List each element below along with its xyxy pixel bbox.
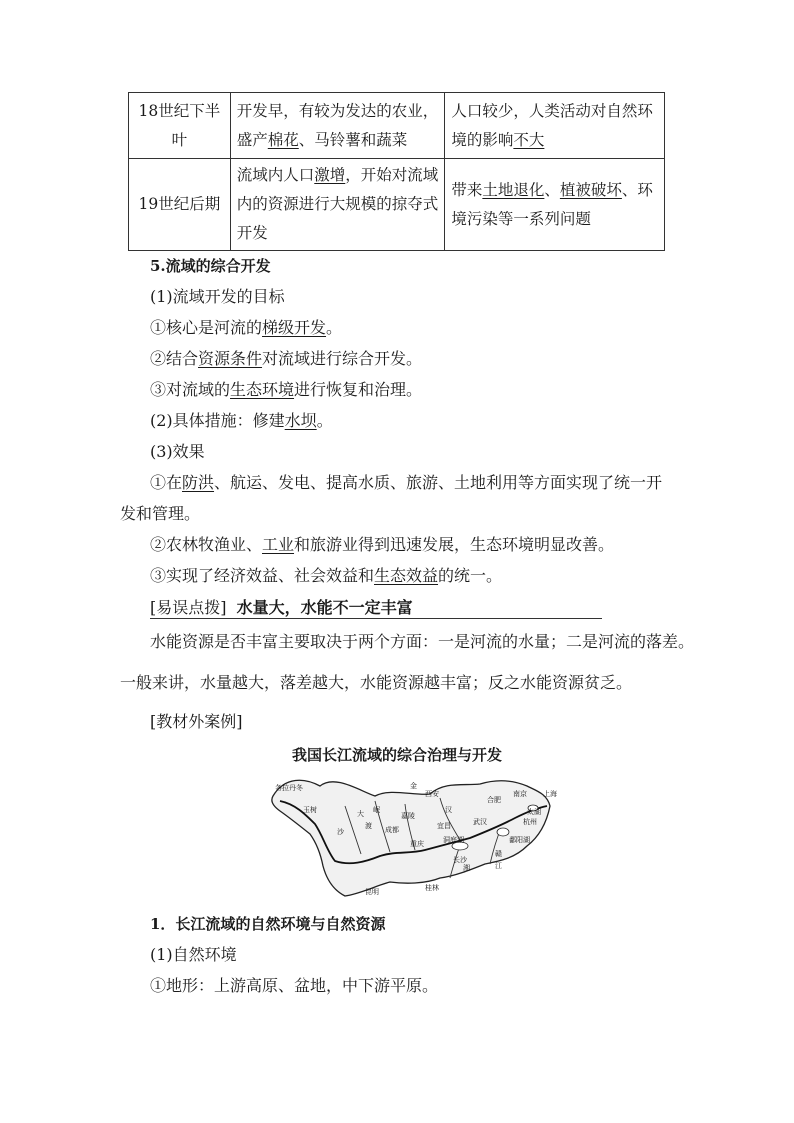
table-row — [129, 159, 665, 251]
map-label: 赣 — [495, 850, 502, 858]
effect-item — [150, 566, 502, 586]
map-label: 太湖 — [527, 808, 541, 816]
development-cell — [230, 93, 445, 159]
map-label: 湘 — [463, 864, 470, 872]
map-label: 洞庭湖 — [443, 836, 464, 844]
case-label: [教材外案例] — [150, 712, 243, 731]
table-row — [129, 93, 665, 159]
map-label: 上海 — [543, 790, 557, 798]
goal-item — [150, 380, 422, 400]
text-run: 、环境污染等一系列问题 — [451, 180, 653, 228]
tip-heading — [150, 598, 602, 619]
underlined-term: 棉花 — [267, 130, 299, 149]
measure-item — [150, 411, 333, 431]
subsection-title: (1)流域开发的目标 — [150, 287, 285, 306]
map-label: 杭州 — [523, 818, 537, 826]
tip-title: 水量大，水能不一定丰富 — [236, 598, 413, 617]
impact-cell — [445, 159, 665, 251]
underlined-term: 土地退化 — [482, 180, 545, 199]
text-run: ，开始对流域内的资源进行大规模的掠夺式开发 — [236, 166, 439, 242]
map-label: 桂林 — [425, 884, 439, 892]
period-cell: 19世纪后期 — [129, 159, 231, 251]
tip-paragraph-continued: 一般来讲，水量越大，落差越大，水能资源越丰富；反之水能资源贫乏。 — [120, 673, 633, 692]
map-label: 鄱阳湖 — [509, 836, 530, 844]
text-run: 和旅游业得到迅速发展，生态环境明显改善。 — [294, 535, 615, 554]
underlined-term: 资源条件 — [198, 349, 263, 368]
map-label: 长沙 — [453, 856, 467, 864]
subsection-title: (1)自然环境 — [150, 945, 237, 964]
map-label: 武汉 — [473, 818, 487, 826]
text-run: ①在 — [150, 473, 183, 492]
lake-poyang — [497, 828, 509, 836]
text-run: 的统一。 — [438, 566, 503, 585]
underlined-term: 生态效益 — [374, 566, 439, 585]
terrain-item: ①地形：上游高原、盆地，中下游平原。 — [150, 976, 439, 995]
goal-item — [150, 318, 342, 338]
section-heading: 5.流域的综合开发 — [150, 257, 271, 275]
text-run: 、 — [544, 180, 560, 199]
map-label: 成都 — [385, 826, 399, 834]
tip-paragraph: 水能资源是否丰富主要取决于两个方面：一是河流的水量；二是河流的落差。 — [150, 632, 695, 651]
text-run: 带来 — [451, 180, 483, 199]
text-run: 人口较少，人类活动对自然环境的影响 — [451, 101, 653, 149]
map-label: 重庆 — [410, 840, 424, 848]
history-table — [128, 92, 665, 251]
subsection-title: (3)效果 — [150, 442, 205, 461]
underlined-term: 工业 — [262, 535, 295, 554]
yangtze-basin-map — [265, 766, 565, 901]
tip-label: [易误点拨] — [150, 598, 227, 617]
text-run: 进行恢复和治理。 — [294, 380, 423, 399]
map-label: 江 — [495, 862, 502, 870]
map-label: 嘉陵 — [401, 812, 415, 820]
text-run: ③对流域的 — [150, 380, 231, 399]
map-label: 渡 — [365, 822, 372, 830]
map-label: 沙 — [337, 828, 344, 836]
underlined-term: 生态环境 — [230, 380, 295, 399]
underlined-term: 植被破坏 — [559, 180, 622, 199]
effect-item-continued: 发和管理。 — [120, 504, 201, 523]
map-label: 岷 — [373, 806, 380, 814]
text-run: 。 — [316, 411, 333, 430]
map-label: 金 — [410, 782, 417, 790]
map-label: 南京 — [513, 790, 527, 798]
underlined-term: 不大 — [513, 130, 545, 149]
text-run: ②结合 — [150, 349, 199, 368]
map-label: 宜昌 — [437, 822, 451, 830]
period-cell: 18世纪下半叶 — [129, 93, 231, 159]
underlined-term: 防洪 — [182, 473, 215, 492]
text-run: 对流域进行综合开发。 — [262, 349, 423, 368]
map-label: 大 — [357, 810, 364, 818]
text-run: 、马铃薯和蔬菜 — [298, 130, 408, 149]
development-cell — [230, 159, 445, 251]
text-run: ③实现了经济效益、社会效益和 — [150, 566, 375, 585]
map-label: 合肥 — [487, 796, 501, 804]
text-run: ①核心是河流的 — [150, 318, 263, 337]
text-run: 流域内人口 — [236, 166, 315, 184]
map-label: 玉树 — [303, 806, 317, 814]
impact-cell — [445, 93, 665, 159]
goal-item — [150, 349, 422, 369]
text-run: ②农林牧渔业、 — [150, 535, 263, 554]
section-heading: 1．长江流域的自然环境与自然资源 — [150, 915, 386, 933]
text-run: (2)具体措施：修建 — [150, 411, 285, 430]
effect-item — [150, 473, 662, 493]
map-label: 西安 — [425, 790, 439, 798]
text-run: 。 — [326, 318, 343, 337]
underlined-term: 梯级开发 — [262, 318, 327, 337]
map-label: 昆明 — [365, 888, 379, 896]
map-label: 各拉丹冬 — [275, 784, 303, 792]
text-run: 、航运、发电、提高水质、旅游、土地利用等方面实现了统一开 — [214, 473, 663, 492]
effect-item — [150, 535, 614, 555]
text-run: 开发早，有较为发达的农业，盛产 — [236, 101, 439, 149]
underlined-term: 水坝 — [284, 411, 317, 430]
map-label: 汉 — [445, 806, 452, 814]
map-title: 我国长江流域的综合治理与开发 — [291, 746, 502, 764]
underlined-term: 激增 — [314, 166, 346, 184]
